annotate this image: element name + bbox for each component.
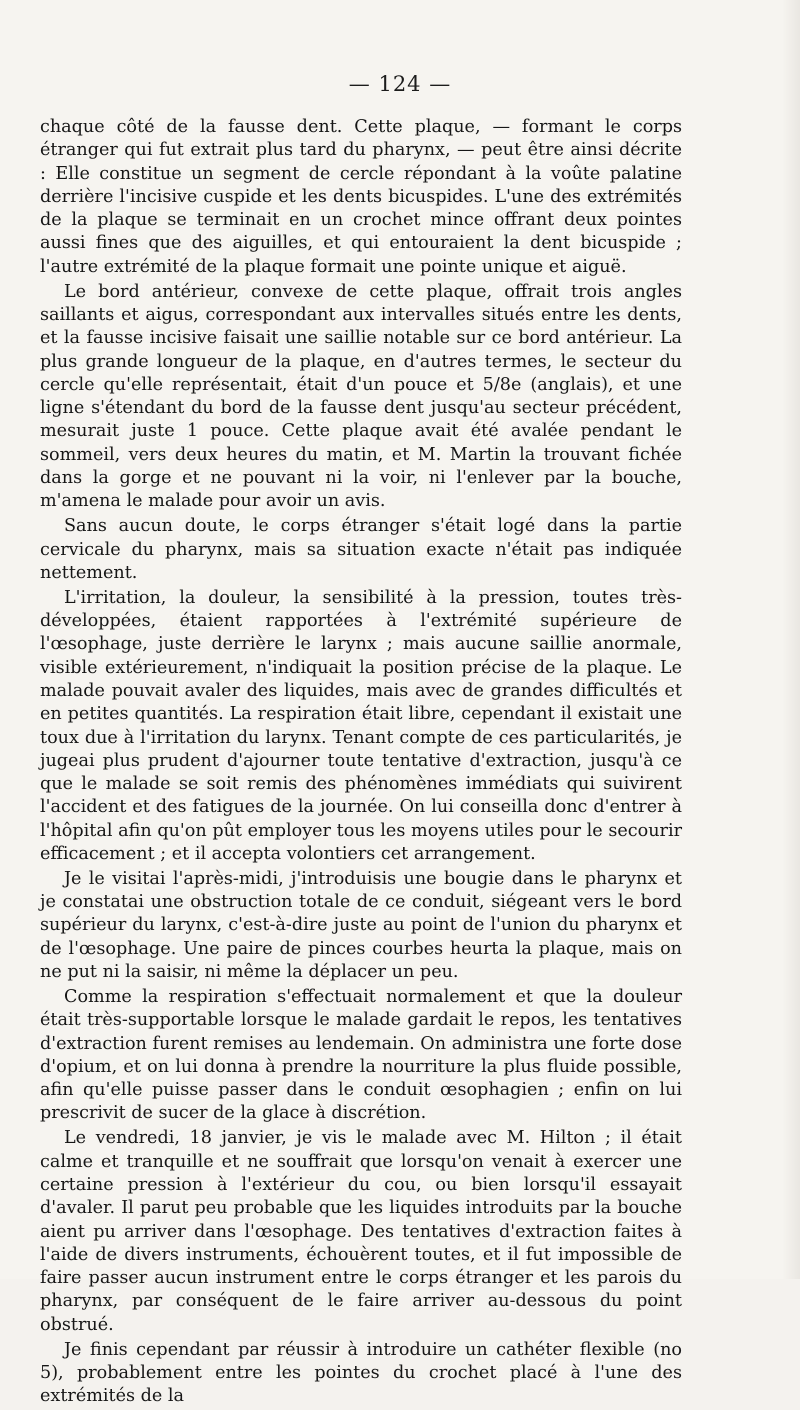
paragraph: Je le visitai l'après-midi, j'introduisis une bougie dans le pharynx et je constatai une obstruction totale de ce conduit, siégeant vers le bord supérieur du larynx, c'est-à-dire juste au point de l'union du pharynx et de l'œsophage. Une paire de pinces courbes heurta la plaque, mais on ne put ni la saisir, ni même la déplacer un peu. <box>40 868 682 983</box>
paragraph: L'irritation, la douleur, la sensibilité à la pression, toutes très-développées, étaient rapportées à l'extrémité supérieure de l'œsophage, juste derrière le larynx ; mais aucune saillie anormale, visible extérieurement, n'indiquait la position précise de la plaque. Le malade pouvait avaler des liquides, mais avec de grandes difficultés et en petites quantités. La respiration était libre, cependant il existait une toux due à l'irritation du larynx. Tenant compte de ces particularités, je jugeai plus prudent d'ajourner toute tentative d'extraction, jusqu'à ce que le malade se soit remis des phénomènes immédiats qui suivirent l'accident et des fatigues de la journée. On lui conseilla donc d'entrer à l'hôpital afin qu'on pût employer tous les moyens utiles pour le secourir efficacement ; et il accepta volontiers cet arrangement. <box>40 587 682 864</box>
paragraph: chaque côté de la fausse dent. Cette plaque, — formant le corps étranger qui fut extrait plus tard du pharynx, — peut être ainsi décrite : Elle constitue un segment de cercle répondant à la voûte palatine derrière l'incisive cuspide et les dents bicuspides. L'une des extrémités de la plaque se terminait en un crochet mince offrant deux pointes aussi fines que des aiguilles, et qui entouraient la dent bicuspide ; l'autre extrémité de la plaque formait une pointe unique et aiguë. <box>40 117 682 277</box>
body-text <box>40 116 682 1410</box>
paragraph: Le vendredi, 18 janvier, je vis le malade avec M. Hilton ; il était calme et tranquille et ne souffrait que lorsqu'on venait à exercer une certaine pression à l'extérieur du cou, ou bien lorsqu'il essayait d'avaler. Il parut peu probable que les liquides introduits par la bouche aient pu arriver dans l'œsophage. Des tentatives d'extraction faites à l'aide de divers instruments, échouèrent toutes, et il fut impossible de faire passer aucun instrument entre le corps étranger et les parois du pharynx, par conséquent de le faire arriver au-dessous du point obstrué. <box>40 1128 682 1335</box>
paragraph: Comme la respiration s'effectuait normalement et que la douleur était très-supportable lorsque le malade gardait le repos, les tentatives d'extraction furent remises au lendemain. On administra une forte dose d'opium, et on lui donna à prendre la nourriture la plus fluide possible, afin qu'elle puisse passer dans le conduit œsophagien ; enfin on lui prescrivit de sucer de la glace à discrétion. <box>40 986 682 1124</box>
page-edge-shadow <box>782 0 800 1279</box>
paragraph: Le bord antérieur, convexe de cette plaque, offrait trois angles saillants et aigus, correspondant aux intervalles situés entre les dents, et la fausse incisive faisait une saillie notable sur ce bord antérieur. La plus grande longueur de la plaque, en d'autres termes, le secteur du cercle qu'elle représentait, était d'un pouce et 5/8e (anglais), et une ligne s'étendant du bord de la fausse dent jusqu'au secteur précédent, mesurait juste 1 pouce. Cette plaque avait été avalée pendant le sommeil, vers deux heures du matin, et M. Martin la trouvant fichée dans la gorge et ne pouvant ni la voir, ni l'enlever par la bouche, m'amena le malade pour avoir un avis. <box>40 281 682 512</box>
paragraph: Sans aucun doute, le corps étranger s'était logé dans la partie cervicale du pharynx, mais sa situation exacte n'était pas indiquée nettement. <box>40 516 682 583</box>
paragraph: Je finis cependant par réussir à introduire un cathéter flexible (no 5), probablement entre les pointes du crochet placé à l'une des extrémités de la <box>40 1339 682 1407</box>
page-number: — 124 — <box>348 72 452 96</box>
